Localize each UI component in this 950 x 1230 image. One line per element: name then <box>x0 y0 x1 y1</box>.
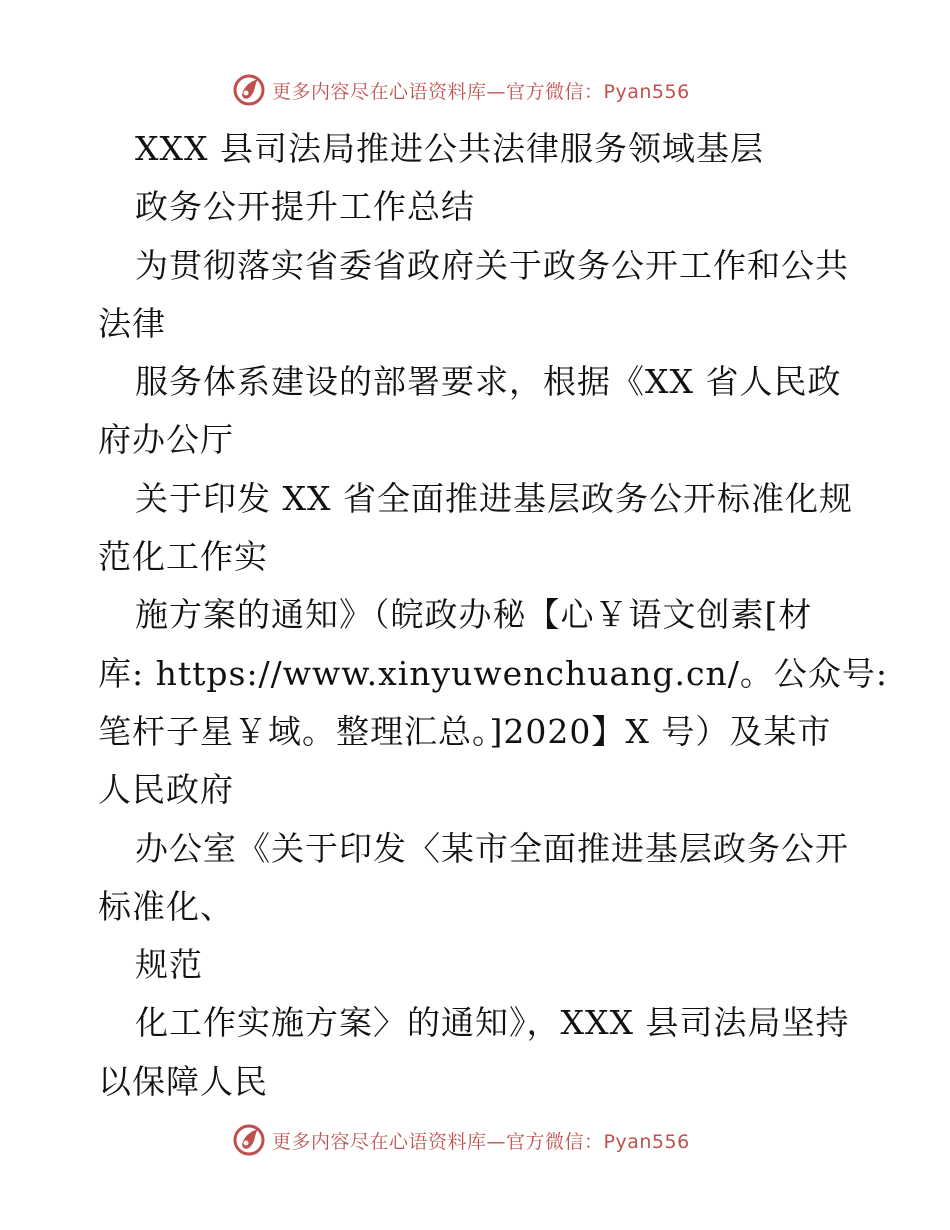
text-line: 范化工作实 <box>98 537 268 577</box>
doc-title-line-2: 政务公开提升工作总结 <box>135 187 475 227</box>
banner-text: 更多内容尽在心语资料库—官方微信：Pyan556 <box>272 1130 690 1153</box>
banner-text: 更多内容尽在心语资料库—官方微信：Pyan556 <box>272 80 690 103</box>
text-line: 施方案的通知》（皖政办秘【心￥语文创素[材 <box>135 595 813 635</box>
text-line: 为贯彻落实省委省政府关于政务公开工作和公共 <box>135 245 849 285</box>
text-line: 库: https://www.xinyuwenchuang.cn/。公众号: <box>98 653 888 693</box>
text-line: 笔杆子星￥域。整理汇总。]2020】X 号）及某市 <box>98 711 832 751</box>
doc-title-line-1: XXX 县司法局推进公共法律服务领域基层 <box>135 129 764 168</box>
text-line: 关于印发 XX 省全面推进基层政务公开标准化规 <box>135 478 853 518</box>
text-line: 人民政府 <box>98 770 234 810</box>
text-line: 府办公厅 <box>98 420 234 460</box>
text-line: 以保障人民 <box>98 1061 268 1101</box>
text-line: 化工作实施方案〉的通知》，XXX 县司法局坚持 <box>135 1003 850 1043</box>
text-line: 办公室《关于印发〈某市全面推进基层政务公开 <box>135 828 849 868</box>
text-line: 标准化、 <box>98 886 234 926</box>
text-line: 规范 <box>135 945 203 985</box>
footer-banner <box>232 1122 690 1158</box>
header-banner <box>232 72 690 108</box>
document-body <box>98 120 888 1111</box>
flame-logo-icon <box>232 73 266 107</box>
flame-logo-icon <box>232 1123 266 1157</box>
text-line: 法律 <box>98 303 166 343</box>
text-line: 服务体系建设的部署要求，根据《XX 省人民政 <box>135 362 842 402</box>
